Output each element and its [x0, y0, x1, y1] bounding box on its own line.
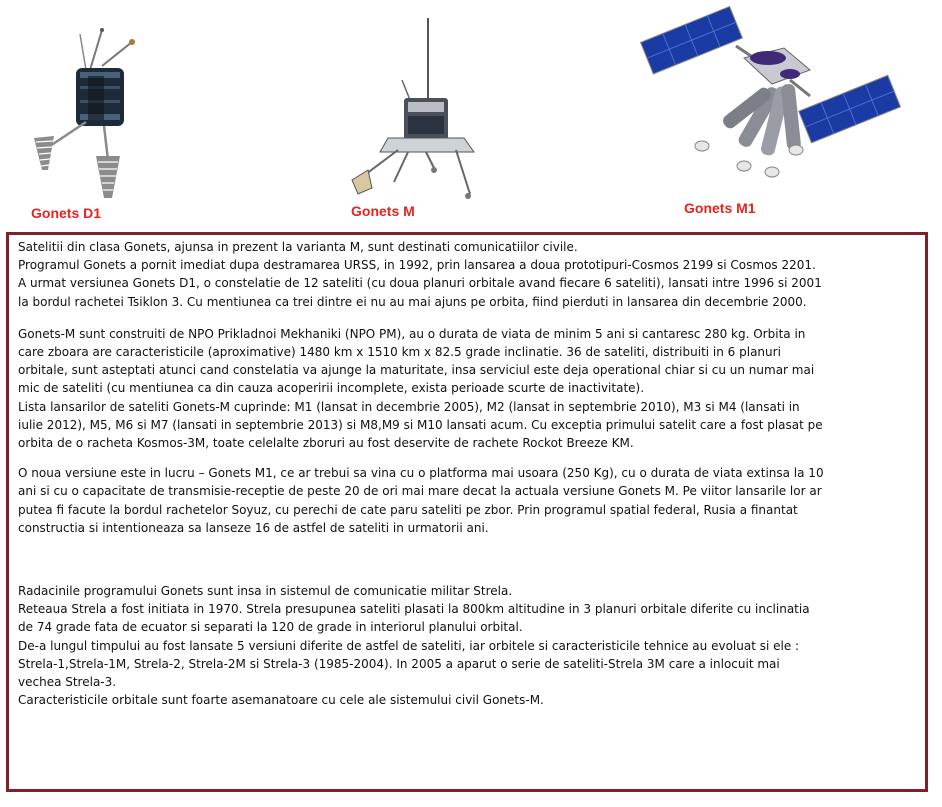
paragraph-gonets-m: Gonets-M sunt construiti de NPO Prikladnoi Mekhaniki (NPO PM), au o durata de viata de minim 5 ani si cantaresc 280 kg. Orbita in care zboara are caracteristicile (aproximative) 1480 km x 1510 km x 82.5 grade inclinatie. 36 de sateliti, distribuiti in 6 planuri orbitale, sunt asteptati atunci cand constelatia va ajunge la maturitate, insa serviciul este deja operational chiar si cu un numar mai mic de sateliti (cu mentiunea ca din cauza acoperirii incomplete, exista perioade scurte de inactivitate). Lista lansarilor de sateliti Gonets-M cuprinde: M1 (lansat in decembrie 2005), M2 (lansat in septembrie 2010), M3 si M4 (lansati in iulie 2012), M5, M6 si M7 (lansati in septembrie 2013) si M8,M9 si M10 lansati acum. Cu exceptia primului satelit care a fost plasat pe orbita de o racheta Kosmos-3M, toate celelalte zboruri au fost deservite de rachete Rockot Breeze KM.: [18, 326, 823, 451]
gonets-d1-image: [28, 28, 148, 203]
gonets-m-image: [338, 18, 488, 203]
satellite-gallery: [0, 0, 942, 232]
gonets-m1-image: [640, 0, 905, 180]
article-text-box: [6, 232, 928, 792]
paragraph-intro: Satelitii din clasa Gonets, ajunsa in prezent la varianta M, sunt destinati comunicatiilor civile. Programul Gonets a pornit imediat dupa destramarea URSS, in 1992, prin lansarea a doua prototipuri-Cosmos 2199 si Cosmos 2201. A urmat versiunea Gonets D1, o constelatie de 12 sateliti (cu doua planuri orbitale avand fiecare 6 sateliti), lansati intre 1996 si 2001 la bordul rachetei Tsiklon 3. Cu mentiunea ca trei dintre ei nu au mai ajuns pe orbita, fiind pierduti in lansarea din decembrie 2000.: [18, 240, 822, 309]
gonets-d1-caption: Gonets D1: [31, 205, 102, 221]
gonets-m-caption: Gonets M: [351, 203, 415, 219]
paragraph-gonets-m1: O noua versiune este in lucru – Gonets M1, ce ar trebui sa vina cu o platforma mai usoara (250 Kg), cu o durata de viata extinsa la 10 ani si cu o capacitate de transmisie-receptie de peste 20 de ori mai mare decat la actuala versiune Gonets M. Pe viitor lansarile lor ar putea fi facute la bordul rachetelor Soyuz, cu perechi de cate paru sateliti pe zbor. Prin programul spatial federal, Rusia a finantat constructia si intentioneaza sa lanseze 16 de astfel de sateliti in urmatorii ani.: [18, 466, 824, 535]
gonets-m1-caption: Gonets M1: [684, 200, 756, 216]
paragraph-strela: Radacinile programului Gonets sunt insa in sistemul de comunicatie militar Strela. Reteaua Strela a fost initiata in 1970. Strela presupunea sateliti plasati la 800km altitudine in 3 planuri orbitale diferite cu inclinatia de 74 grade fata de ecuator si separati la 120 de grade in interiorul planului orbital. De-a lungul timpului au fost lansate 5 versiuni diferite de astfel de sateliti, iar orbitele si caracteristicile tehnice au evoluat si ele : Strela-1,Strela-1M, Strela-2, Strela-2M si Strela-3 (1985-2004). In 2005 a aparut o serie de sateliti-Strela 3M care a inlocuit mai vechea Strela-3. Caracteristicile orbitale sunt foarte asemanatoare cu cele ale sistemului civil Gonets-M.: [18, 584, 810, 708]
